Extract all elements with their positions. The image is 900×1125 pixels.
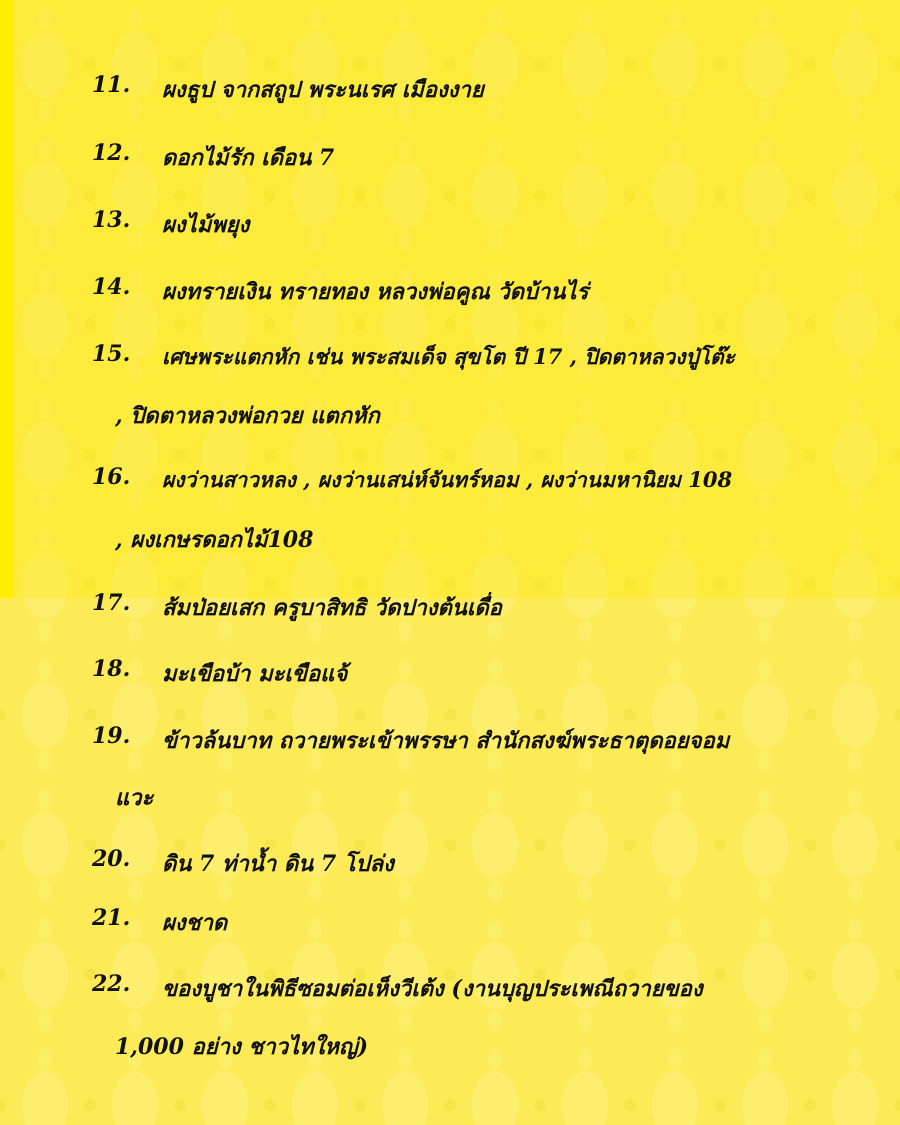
item-text: ดิน 7 ท่าน้ำ ดิน 7 โปล่ง — [162, 851, 394, 877]
item-text-continuation: , ผงเกษรดอกไม้108 — [115, 527, 314, 553]
item-text-continuation: , ปิดตาหลวงพ่อกวย แตกหัก — [115, 403, 380, 429]
item-text: มะเขือบ้า มะเขือแจ้ — [162, 661, 348, 687]
item-text: ผงชาด — [162, 910, 228, 936]
item-number: 11. — [92, 72, 131, 98]
item-text: ดอกไม้รัก เดือน 7 — [162, 145, 335, 171]
item-text: เศษพระแตกหัก เช่น พระสมเด็จ สุขโต ปี 17 , ปิดตาหลวงปู่โต๊ะ — [162, 344, 735, 369]
item-text-continuation: 1,000 อย่าง ชาวไทใหญ่) — [115, 1034, 369, 1060]
item-text: ผงไม้พยุง — [162, 212, 250, 238]
item-number: 20. — [92, 846, 131, 872]
item-number: 18. — [92, 656, 131, 682]
item-number: 17. — [92, 590, 131, 616]
item-number: 19. — [92, 723, 131, 749]
item-text-continuation: แวะ — [115, 785, 154, 811]
item-number: 14. — [92, 274, 131, 300]
item-text: ผงธูป จากสถูป พระนเรศ เมืองงาย — [162, 77, 484, 103]
item-number: 15. — [92, 341, 131, 367]
item-number: 21. — [92, 905, 131, 931]
item-text: ส้มป่อยเสก ครูบาสิทธิ วัดปางต้นเดื่อ — [162, 595, 502, 621]
item-text: ของบูชาในพิธีซอมต่อเห็งวีเต้ง (งานบุญประเพณีถวายของ — [162, 976, 703, 1002]
item-text: ผงว่านสาวหลง , ผงว่านเสน่ห์จันทร์หอม , ผงว่านมหานิยม 108 — [162, 467, 733, 492]
item-number: 13. — [92, 207, 131, 233]
item-text: ผงทรายเงิน ทรายทอง หลวงพ่อคูณ วัดบ้านไร่ — [162, 279, 589, 305]
item-number: 16. — [92, 464, 131, 490]
item-number: 22. — [92, 971, 131, 997]
item-number: 12. — [92, 140, 131, 166]
item-text: ข้าวล้นบาท ถวายพระเข้าพรรษา สำนักสงฆ์พระธาตุดอยจอม — [162, 728, 730, 754]
